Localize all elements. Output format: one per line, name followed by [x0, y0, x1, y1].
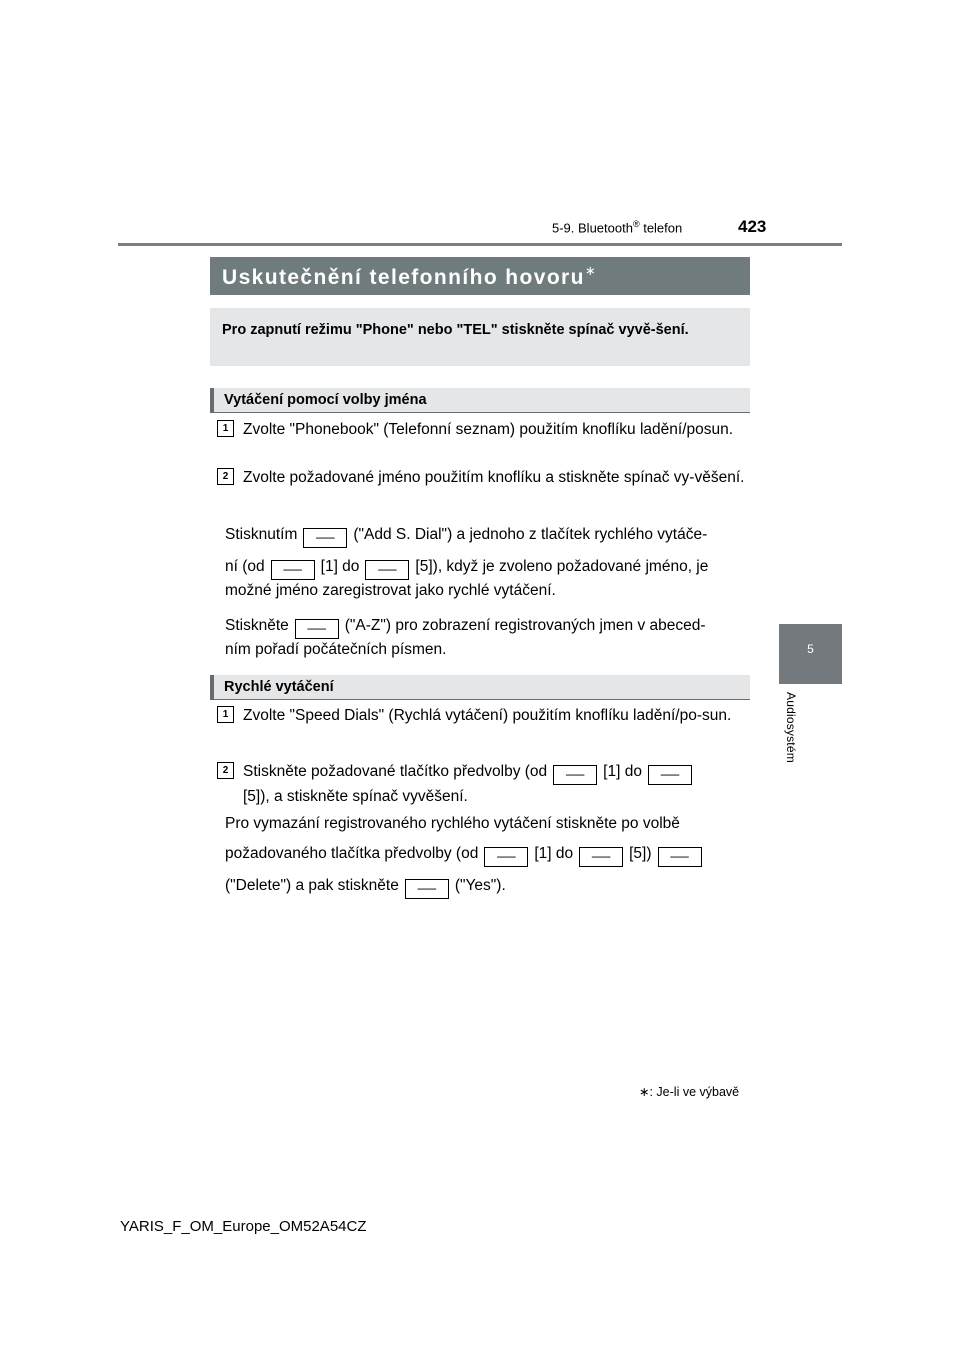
- key-symbol: ──: [295, 619, 339, 639]
- key-symbol: ──: [579, 847, 623, 867]
- note-line: Pro vymazání registrovaného rychlého vytáčení stiskněte po volbě: [225, 815, 680, 832]
- key-symbol: ──: [658, 847, 702, 867]
- step-number: 2: [217, 762, 234, 779]
- key-symbol: ──: [484, 847, 528, 867]
- header-rule: [118, 243, 842, 246]
- document-code: YARIS_F_OM_Europe_OM52A54CZ: [120, 1218, 367, 1235]
- chapter-tab-number: 5: [807, 642, 814, 656]
- page-title: Uskutečnění telefonního hovoru∗: [222, 263, 598, 289]
- subheading-name-dial: Vytáčení pomocí volby jména: [210, 388, 750, 413]
- step-text: Zvolte "Phonebook" (Telefonní seznam) použitím knoflíku ladění/posun.: [243, 421, 734, 438]
- key-symbol: ──: [271, 560, 315, 580]
- subheading-speed-dial: Rychlé vytáčení: [210, 675, 750, 700]
- note-line: Stisknutím ── ("Add S. Dial") a jednoho z tlačítek rychlého vytáče-: [225, 524, 707, 548]
- chapter-tab-label: Audiosystém: [784, 692, 798, 763]
- step-number: 2: [217, 468, 234, 485]
- section-header: 5-9. Bluetooth® telefon: [552, 219, 683, 236]
- step-text: [5]), a stiskněte spínač vyvěšení.: [243, 788, 468, 805]
- key-symbol: ──: [365, 560, 409, 580]
- intro-text: Pro zapnutí režimu "Phone" nebo "TEL" stiskněte spínač vyvě-šení.: [222, 322, 689, 338]
- note-line: možné jméno zaregistrovat jako rychlé vytáčení.: [225, 582, 556, 599]
- asterisk-mark: ∗: [639, 1085, 650, 1099]
- step-text: Zvolte "Speed Dials" (Rychlá vytáčení) použitím knoflíku ladění/po-sun.: [243, 707, 732, 724]
- step-text: Stiskněte požadované tlačítko předvolby (od ── [1] do ──: [243, 761, 698, 785]
- page-number: 423: [738, 217, 767, 236]
- step-text: Zvolte požadované jméno použitím knoflíku a stiskněte spínač vy-věšení.: [243, 469, 745, 486]
- key-symbol: ──: [303, 528, 347, 548]
- note-line: Stiskněte ── ("A-Z") pro zobrazení registrovaných jmen v abeced-: [225, 615, 706, 639]
- asterisk-mark: ∗: [584, 263, 598, 278]
- note-line: ní (od ── [1] do ── [5]), když je zvoleno požadované jméno, je: [225, 556, 708, 580]
- note-line: požadovaného tlačítka předvolby (od ── [1] do ── [5]) ──: [225, 843, 708, 867]
- key-symbol: ──: [405, 879, 449, 899]
- footnote: ∗: Je-li ve výbavě: [639, 1085, 740, 1099]
- registered-mark: ®: [632, 219, 640, 229]
- note-line: ("Delete") a pak stiskněte ── ("Yes").: [225, 875, 506, 899]
- key-symbol: ──: [553, 765, 597, 785]
- note-line: ním pořadí počátečních písmen.: [225, 641, 447, 658]
- step-number: 1: [217, 706, 234, 723]
- step-number: 1: [217, 420, 234, 437]
- key-symbol: ──: [648, 765, 692, 785]
